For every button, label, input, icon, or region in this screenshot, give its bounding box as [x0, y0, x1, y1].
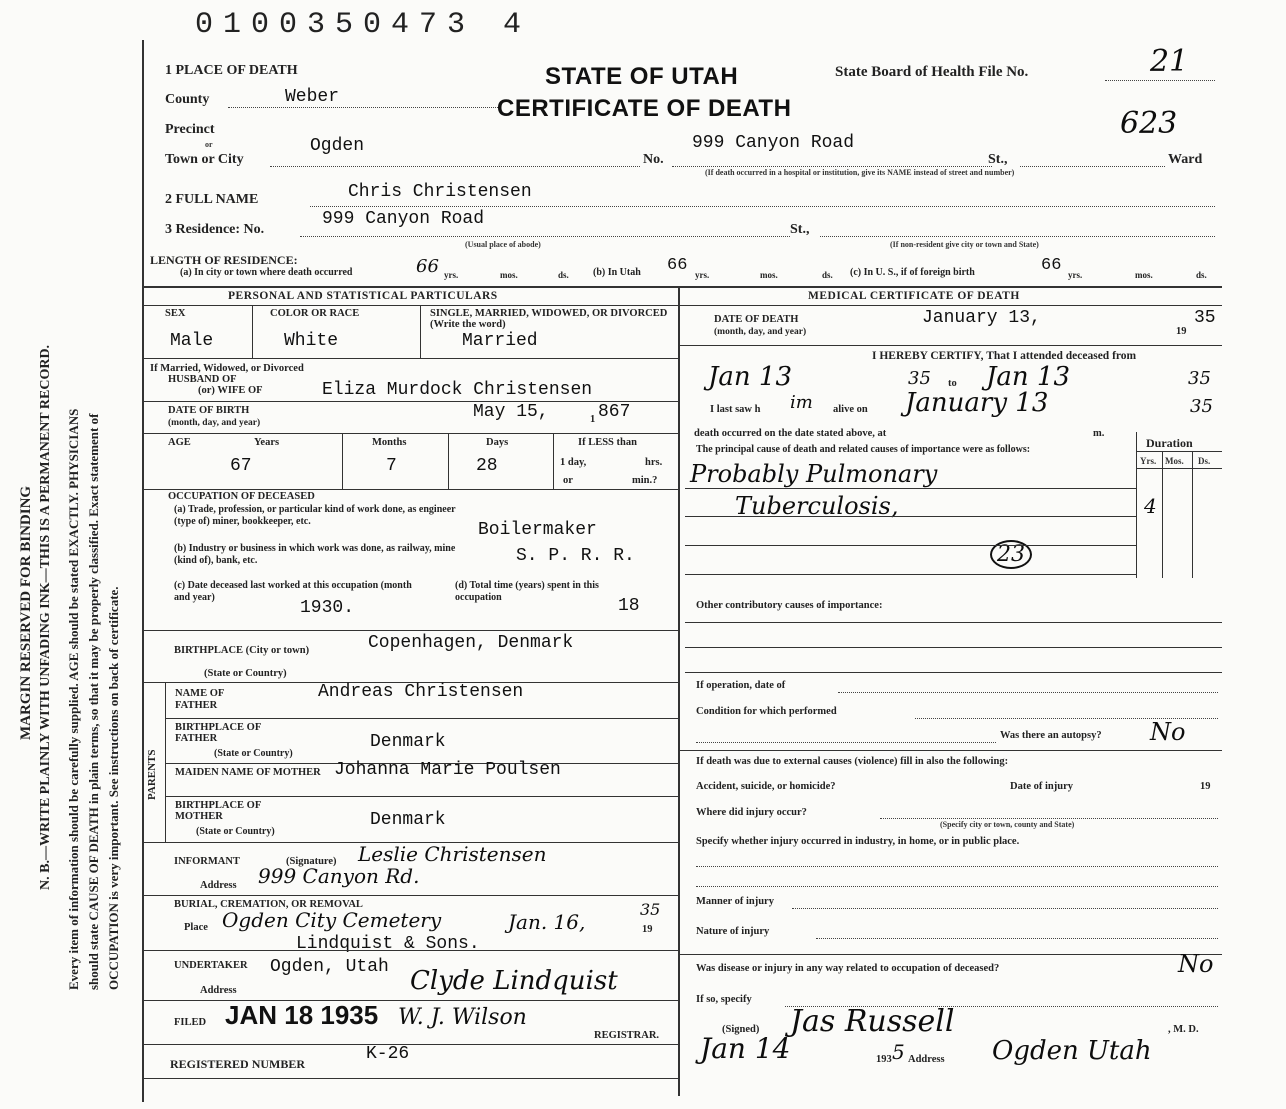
dob-year: 867	[598, 402, 631, 422]
specify-line-1	[696, 866, 1218, 867]
duration-ds: Ds.	[1198, 456, 1211, 466]
informant-label: INFORMANT	[174, 856, 240, 867]
informant-address: 999 Canyon Rd.	[258, 864, 420, 888]
length-a-value: 66	[416, 256, 439, 277]
personal-heading: PERSONAL AND STATISTICAL PARTICULARS	[228, 290, 498, 302]
cause-label: The principal cause of death and related causes of importance were as follows:	[696, 444, 1031, 455]
undertaker-address-label: Address	[200, 985, 237, 996]
contrib-label: Other contributory causes of importance:	[696, 600, 883, 611]
mother-label: MAIDEN NAME OF MOTHER	[175, 767, 321, 778]
md-label: , M. D.	[1168, 1024, 1199, 1035]
place-address: 999 Canyon Road	[692, 133, 855, 153]
filed-label: FILED	[174, 1017, 207, 1028]
last-saw-date: January 13	[905, 388, 1049, 418]
form-left-border	[142, 40, 144, 1102]
birthplace-sub: (State or Country)	[204, 668, 287, 679]
duration-div-1	[1162, 451, 1163, 578]
cause-line-1: Probably Pulmonary	[690, 460, 938, 488]
town-label: Town or City	[165, 152, 244, 167]
registrar-label: REGISTRAR.	[594, 1030, 660, 1041]
row-line-9	[165, 796, 678, 797]
birthplace-value: Copenhagen, Denmark	[368, 633, 574, 653]
row-line-12	[142, 950, 678, 951]
age-years: 67	[230, 456, 252, 476]
occupation-value: Boilermaker	[478, 520, 597, 540]
occ-d-label: (d) Total time (years) spent in this occupation	[455, 580, 599, 603]
alive-on-label: alive on	[833, 404, 868, 415]
county-value: Weber	[285, 87, 340, 107]
date-of-death-year-prefix: 19	[1176, 326, 1187, 337]
row-line-13	[142, 1000, 678, 1001]
father-label: NAME OF FATHER	[175, 688, 224, 711]
spouse-label-1: If Married, Widowed, or Divorced	[150, 363, 304, 374]
to-label: to	[948, 378, 957, 389]
residence-st-label: St.,	[790, 222, 810, 237]
duration-mos: Mos.	[1165, 456, 1184, 466]
contrib-rule-2	[685, 647, 1222, 648]
months-label: Months	[372, 437, 407, 448]
attended-to-year: 35	[1188, 368, 1211, 389]
manner-label: Manner of injury	[696, 896, 774, 907]
occurred-label: death occurred on the date stated above, at	[694, 428, 887, 439]
where-sub: (Specify city or town, county and State)	[940, 820, 1075, 829]
row-line-7	[165, 718, 678, 719]
where-label: Where did injury occur?	[696, 807, 807, 818]
cause-rule-1	[685, 488, 1136, 489]
row-line-1	[142, 358, 678, 359]
spouse-label-2: HUSBAND OF	[168, 374, 237, 385]
last-saw-h: im	[790, 392, 813, 413]
or-label: or	[205, 140, 213, 149]
full-name-value: Chris Christensen	[348, 182, 532, 202]
right-row-line-3	[678, 954, 1222, 955]
less-than-label: If LESS than	[578, 437, 637, 448]
specify-line-2	[696, 886, 1218, 887]
address-line	[672, 166, 992, 167]
residence-value: 999 Canyon Road	[322, 209, 485, 229]
occupation-label: OCCUPATION OF DECEASED	[168, 491, 315, 502]
physician-address-label: Address	[908, 1054, 945, 1065]
manner-line	[792, 908, 1218, 909]
dob-value: May 15,	[473, 402, 549, 422]
occ-a-label: (a) Trade, profession, or particular kind of work done, as engineer (type of) miner, bookkeeper, etc.	[174, 504, 456, 527]
duration-head-line	[1136, 451, 1222, 452]
years-label: Years	[254, 437, 280, 448]
heading-under-line	[142, 305, 1222, 306]
duration-yrs: Yrs.	[1140, 456, 1157, 466]
form-bottom-line	[142, 1078, 678, 1079]
color-label: COLOR OR RACE	[270, 308, 360, 319]
signed-label: (Signed)	[722, 1024, 760, 1035]
father-bp-sub: (State or Country)	[214, 748, 293, 759]
age-months: 7	[386, 456, 397, 476]
length-residence-label: LENGTH OF RESIDENCE:	[150, 253, 298, 267]
burial-place-label: Place	[184, 922, 208, 933]
registered-number-label: REGISTERED NUMBER	[170, 1057, 306, 1071]
parents-divider	[165, 682, 166, 842]
signature-label: (Signature)	[286, 856, 337, 867]
mother-bp-value: Denmark	[370, 810, 446, 830]
full-name-line	[310, 206, 1215, 207]
attended-to: Jan 13	[986, 362, 1071, 392]
total-time-value: 18	[618, 596, 640, 616]
last-saw-label: I last saw h	[710, 404, 761, 415]
age-label: AGE	[168, 437, 191, 448]
county-label: County	[165, 92, 210, 107]
st-label: St.,	[988, 152, 1008, 167]
margin-binding-note: MARGIN RESERVED FOR BINDING	[18, 485, 34, 740]
usual-abode-note: (Usual place of abode)	[465, 240, 541, 249]
or-label-age: or	[563, 475, 573, 486]
ward-line	[1020, 166, 1165, 167]
file-no-line	[1105, 80, 1215, 81]
length-b-ds: ds.	[822, 270, 833, 280]
section-top-line	[142, 286, 1222, 288]
m-label: m.	[1093, 428, 1105, 439]
row-line-14	[142, 1044, 678, 1045]
informant-signature: Leslie Christensen	[358, 842, 547, 866]
sex-divider	[252, 306, 253, 358]
age-divider-1	[342, 434, 343, 489]
min-label: min.?	[632, 475, 658, 486]
physician-address: Ogden Utah	[992, 1036, 1152, 1066]
duration-left	[1136, 432, 1137, 578]
father-bp-label: BIRTHPLACE OF FATHER	[175, 722, 261, 744]
undertaker-company: Lindquist & Sons.	[296, 934, 480, 954]
margin-instructions-3: OCCUPATION is very important. See instructions on back of certificate.	[106, 586, 121, 990]
mother-bp-sub: (State or Country)	[196, 826, 275, 837]
occ-b-label: (b) Industry or business in which work was done, as railway, mine (kind of), bank, etc.	[174, 543, 456, 566]
residence-line	[300, 236, 790, 237]
age-divider-3	[553, 434, 554, 489]
nature-label: Nature of injury	[696, 926, 770, 937]
cause-rule-3	[685, 545, 1136, 546]
circled-annotation: 23	[990, 540, 1032, 569]
autopsy-value: No	[1150, 718, 1186, 746]
operation-line	[838, 692, 1218, 693]
occ-c-label: (c) Date deceased last worked at this occupation (month and year)	[174, 580, 412, 603]
father-bp-value: Denmark	[370, 732, 446, 752]
margin-instructions-2: should state CAUSE OF DEATH in plain terms, so that it may be properly classified. Exact statement of	[86, 413, 101, 990]
undertaker-city: Ogden, Utah	[270, 957, 389, 977]
mother-value: Johanna Marie Poulsen	[334, 760, 561, 780]
day-label: 1 day,	[560, 457, 587, 468]
where-line	[880, 818, 1218, 819]
state-title: STATE OF UTAH	[545, 63, 739, 90]
spouse-label-3: (or) WIFE OF	[198, 385, 263, 396]
residence-label: 3 Residence: No.	[165, 222, 265, 237]
undertaker-label: UNDERTAKER	[174, 960, 248, 971]
condition-label: Condition for which performed	[696, 706, 837, 717]
dob-year-prefix: 1	[590, 414, 596, 425]
autopsy-label: Was there an autopsy?	[1000, 730, 1102, 741]
signed-year-prefix: 193	[876, 1054, 892, 1065]
margin-ink-note: N. B.—WRITE PLAINLY WITH UNFADING INK—THIS IS A PERMANENT RECORD.	[38, 344, 53, 890]
nature-line	[816, 938, 1218, 939]
age-divider-2	[448, 434, 449, 489]
file-no-label: State Board of Health File No.	[835, 64, 1029, 80]
burial-label: BURIAL, CREMATION, OR REMOVAL	[174, 899, 363, 910]
mother-bp-label: BIRTHPLACE OF MOTHER	[175, 800, 261, 822]
medical-heading: MEDICAL CERTIFICATE OF DEATH	[808, 290, 1020, 302]
burial-place: Ogden City Cemetery	[222, 908, 442, 932]
hrs-label: hrs.	[645, 457, 663, 468]
spouse-value: Eliza Murdock Christensen	[322, 380, 593, 400]
center-divider	[678, 286, 680, 1096]
row-line-5	[142, 630, 678, 631]
color-divider	[420, 306, 421, 358]
birthplace-label: BIRTHPLACE (City or town)	[174, 645, 310, 656]
burial-year: 35	[640, 900, 661, 919]
town-value: Ogden	[310, 136, 365, 156]
marital-label: SINGLE, MARRIED, WIDOWED, OR DIVORCED (Write the word)	[430, 308, 668, 330]
row-line-11	[142, 895, 678, 896]
date-of-death-label: DATE OF DEATH	[714, 314, 799, 325]
attended-from-year: 35	[908, 368, 931, 389]
length-a-mos: mos.	[500, 270, 518, 280]
place-of-death-label: 1 PLACE OF DEATH	[165, 63, 298, 78]
length-b-mos: mos.	[760, 270, 778, 280]
occ-related-label: Was disease or injury in any way related to occupation of deceased?	[696, 963, 1000, 974]
registrar-signature: W. J. Wilson	[398, 1005, 527, 1030]
occ-related-value: No	[1178, 950, 1214, 978]
certificate-title: CERTIFICATE OF DEATH	[497, 95, 792, 122]
length-b-value: 66	[667, 256, 688, 275]
attended-from: Jan 13	[708, 362, 793, 392]
ward-label: Ward	[1168, 152, 1203, 167]
external-label: If death was due to external causes (violence) fill in also the following:	[696, 756, 1009, 767]
length-c-yrs: yrs.	[1068, 270, 1083, 280]
nonresident-note: (If non-resident give city or town and State)	[890, 240, 1039, 249]
signed-year: 5	[892, 1040, 905, 1064]
filed-value: JAN 18 1935	[225, 1000, 379, 1030]
industry-value: S. P. R. R.	[516, 546, 635, 566]
signed-date: Jan 14	[700, 1032, 791, 1065]
length-c-value: 66	[1041, 256, 1062, 275]
ward-number: 623	[1120, 106, 1178, 141]
length-c-label: (c) In U. S., if of foreign birth	[850, 267, 975, 278]
duration-div-2	[1192, 451, 1193, 578]
burial-date: Jan. 16,	[508, 910, 586, 934]
injury-date-label: Date of injury	[1010, 781, 1073, 792]
registered-number: K-26	[366, 1044, 410, 1064]
duration-value: 4	[1144, 494, 1157, 518]
sex-label: SEX	[165, 308, 186, 319]
cause-rule-4	[685, 574, 1136, 575]
dob-label: DATE OF BIRTH	[168, 405, 250, 416]
hospital-note: (If death occurred in a hospital or institution, give its NAME instead of street and number)	[705, 168, 1015, 177]
date-of-death-sub: (month, day, and year)	[714, 327, 807, 337]
undertaker-signature: Clyde Lindquist	[410, 966, 618, 996]
precinct-label: Precinct	[165, 122, 215, 137]
length-a-label: (a) In city or town where death occurred	[180, 267, 353, 278]
age-days: 28	[476, 456, 498, 476]
county-line	[228, 107, 498, 108]
length-a-ds: ds.	[558, 270, 569, 280]
length-b-label: (b) In Utah	[593, 267, 641, 278]
color-value: White	[284, 331, 339, 351]
residence-line-2	[820, 236, 1215, 237]
certify-label: I HEREBY CERTIFY, That I attended deceased from	[872, 350, 1137, 362]
days-label: Days	[486, 437, 509, 448]
right-row-line-1	[678, 345, 1222, 346]
town-line	[270, 166, 640, 167]
date-of-death-year: 35	[1194, 308, 1216, 328]
no-label: No.	[643, 152, 664, 167]
duration-label: Duration	[1146, 436, 1193, 450]
duration-sub-line	[1136, 468, 1222, 469]
file-no: 21	[1150, 44, 1189, 79]
length-c-ds: ds.	[1196, 270, 1207, 280]
last-worked-value: 1930.	[300, 598, 355, 618]
row-line-3	[142, 433, 678, 434]
injury-year-prefix: 19	[1200, 781, 1211, 792]
last-saw-year: 35	[1190, 396, 1213, 417]
informant-address-label: Address	[200, 880, 237, 891]
full-name-label: 2 FULL NAME	[165, 192, 259, 207]
right-row-line-2	[678, 750, 1222, 751]
length-b-yrs: yrs.	[695, 270, 710, 280]
specify-label: Specify whether injury occurred in industry, in home, or in public place.	[696, 836, 1020, 847]
parents-label: PARENTS	[146, 749, 158, 800]
date-of-death: January 13,	[922, 308, 1041, 328]
operation-label: If operation, date of	[696, 680, 786, 691]
dob-sub: (month, day, and year)	[168, 418, 261, 428]
father-value: Andreas Christensen	[318, 682, 524, 702]
marital-value: Married	[462, 331, 538, 351]
autopsy-pre-line	[696, 742, 996, 743]
length-c-mos: mos.	[1135, 270, 1153, 280]
if-so-label: If so, specify	[696, 994, 752, 1005]
margin-instructions-1: Every item of information should be carefully supplied. AGE should be stated EXACTLY. PHYSICIANS	[66, 408, 81, 990]
contrib-rule-1	[685, 622, 1222, 623]
row-line-4	[142, 489, 678, 490]
accident-label: Accident, suicide, or homicide?	[696, 781, 836, 792]
length-a-yrs: yrs.	[444, 270, 459, 280]
physician-signature: Jas Russell	[790, 1004, 955, 1039]
burial-year-prefix: 19	[642, 924, 653, 935]
cause-line-2: Tuberculosis,	[735, 492, 899, 520]
serial-number: 0100350473 4	[195, 8, 532, 42]
cause-rule-2	[685, 516, 1136, 517]
contrib-rule-3	[685, 672, 1222, 673]
sex-value: Male	[170, 331, 214, 351]
